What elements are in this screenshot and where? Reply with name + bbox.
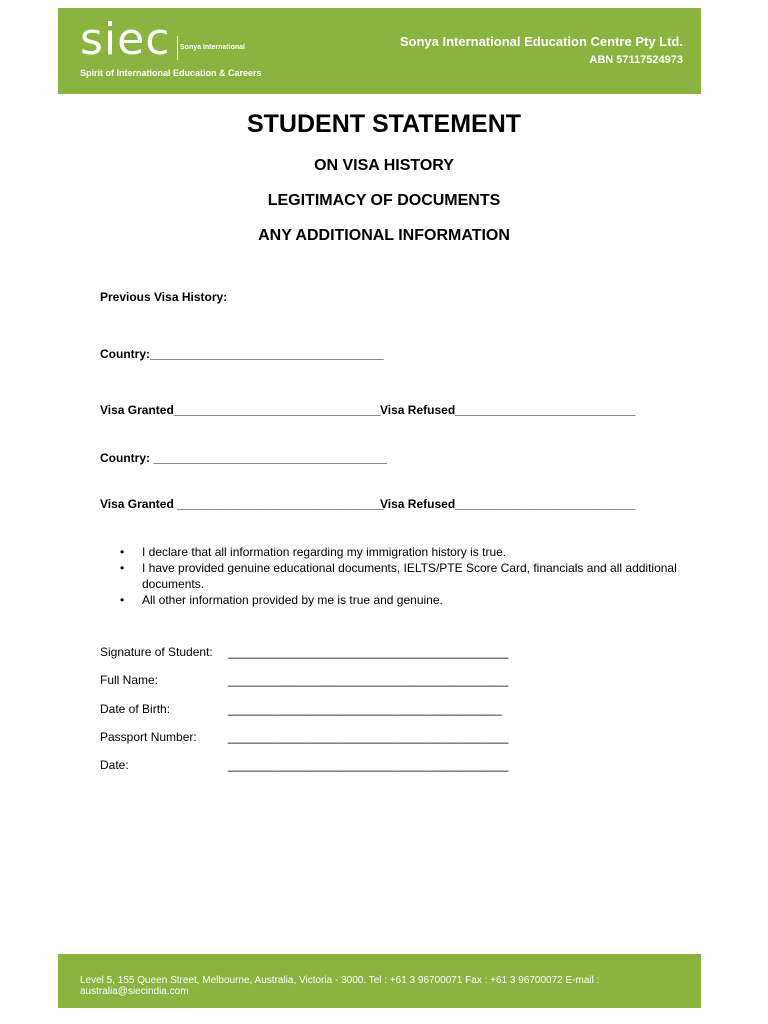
subtitle-additional-info: ANY ADDITIONAL INFORMATION [258,227,510,244]
declaration-item: • I have provided genuine educational documents, IELTS/PTE Score Card, financials and all additional documents. [142,560,687,592]
previous-visa-history-label: Previous Visa History: [100,290,228,304]
subtitle-visa-history: ON VISA HISTORY [314,157,454,174]
footer-banner [58,954,701,1008]
full-name-label: Full Name: [100,673,159,687]
footer-contact-text: Level 5, 155 Queen Street, Melbourne, Australia, Victoria - 3000. Tel : +61 3 96700071 Fax : +61 3 96700072 E-mail : australia@siecindia.com [80,975,600,997]
declaration-item: • All other information provided by me is true and genuine. [142,592,687,608]
date-of-birth-line[interactable]: _________________________________________ [228,702,502,716]
header-banner [58,8,701,94]
date-line[interactable]: __________________________________________ [228,758,509,772]
company-name: Sonya International Education Centre Pty Ltd. [399,34,683,49]
abn-number: ABN 57117524973 [589,54,683,66]
document-title: STUDENT STATEMENT [246,110,522,138]
logo-subtitle: Sonya International [180,44,245,51]
signature-label: Signature of Student: [100,645,213,659]
date-of-birth-label: Date of Birth: [100,702,171,716]
country-field-1[interactable]: Country:___________________________________ [100,347,384,361]
country-field-2[interactable]: Country: ___________________________________ [100,451,387,465]
passport-number-line[interactable]: __________________________________________ [228,730,509,744]
full-name-line[interactable]: __________________________________________ [228,673,509,687]
visa-granted-field-1[interactable]: Visa Granted_______________________________ [100,403,381,417]
date-label: Date: [100,758,129,772]
logo-tagline: Spirit of International Education & Careers [80,68,262,78]
passport-number-label: Passport Number: [100,730,197,744]
visa-granted-field-2[interactable]: Visa Granted _______________________________ [100,497,385,511]
signature-line[interactable]: __________________________________________ [228,645,509,659]
visa-refused-field-1[interactable]: Visa Refused___________________________ [380,403,636,417]
subtitle-legitimacy: LEGITIMACY OF DOCUMENTS [267,192,501,209]
logo-wordmark: siec [80,14,171,65]
declaration-item: • I declare that all information regarding my immigration history is true. [142,544,687,560]
logo-divider [177,36,178,60]
declaration-list [142,544,687,608]
visa-refused-field-2[interactable]: Visa Refused___________________________ [380,497,636,511]
